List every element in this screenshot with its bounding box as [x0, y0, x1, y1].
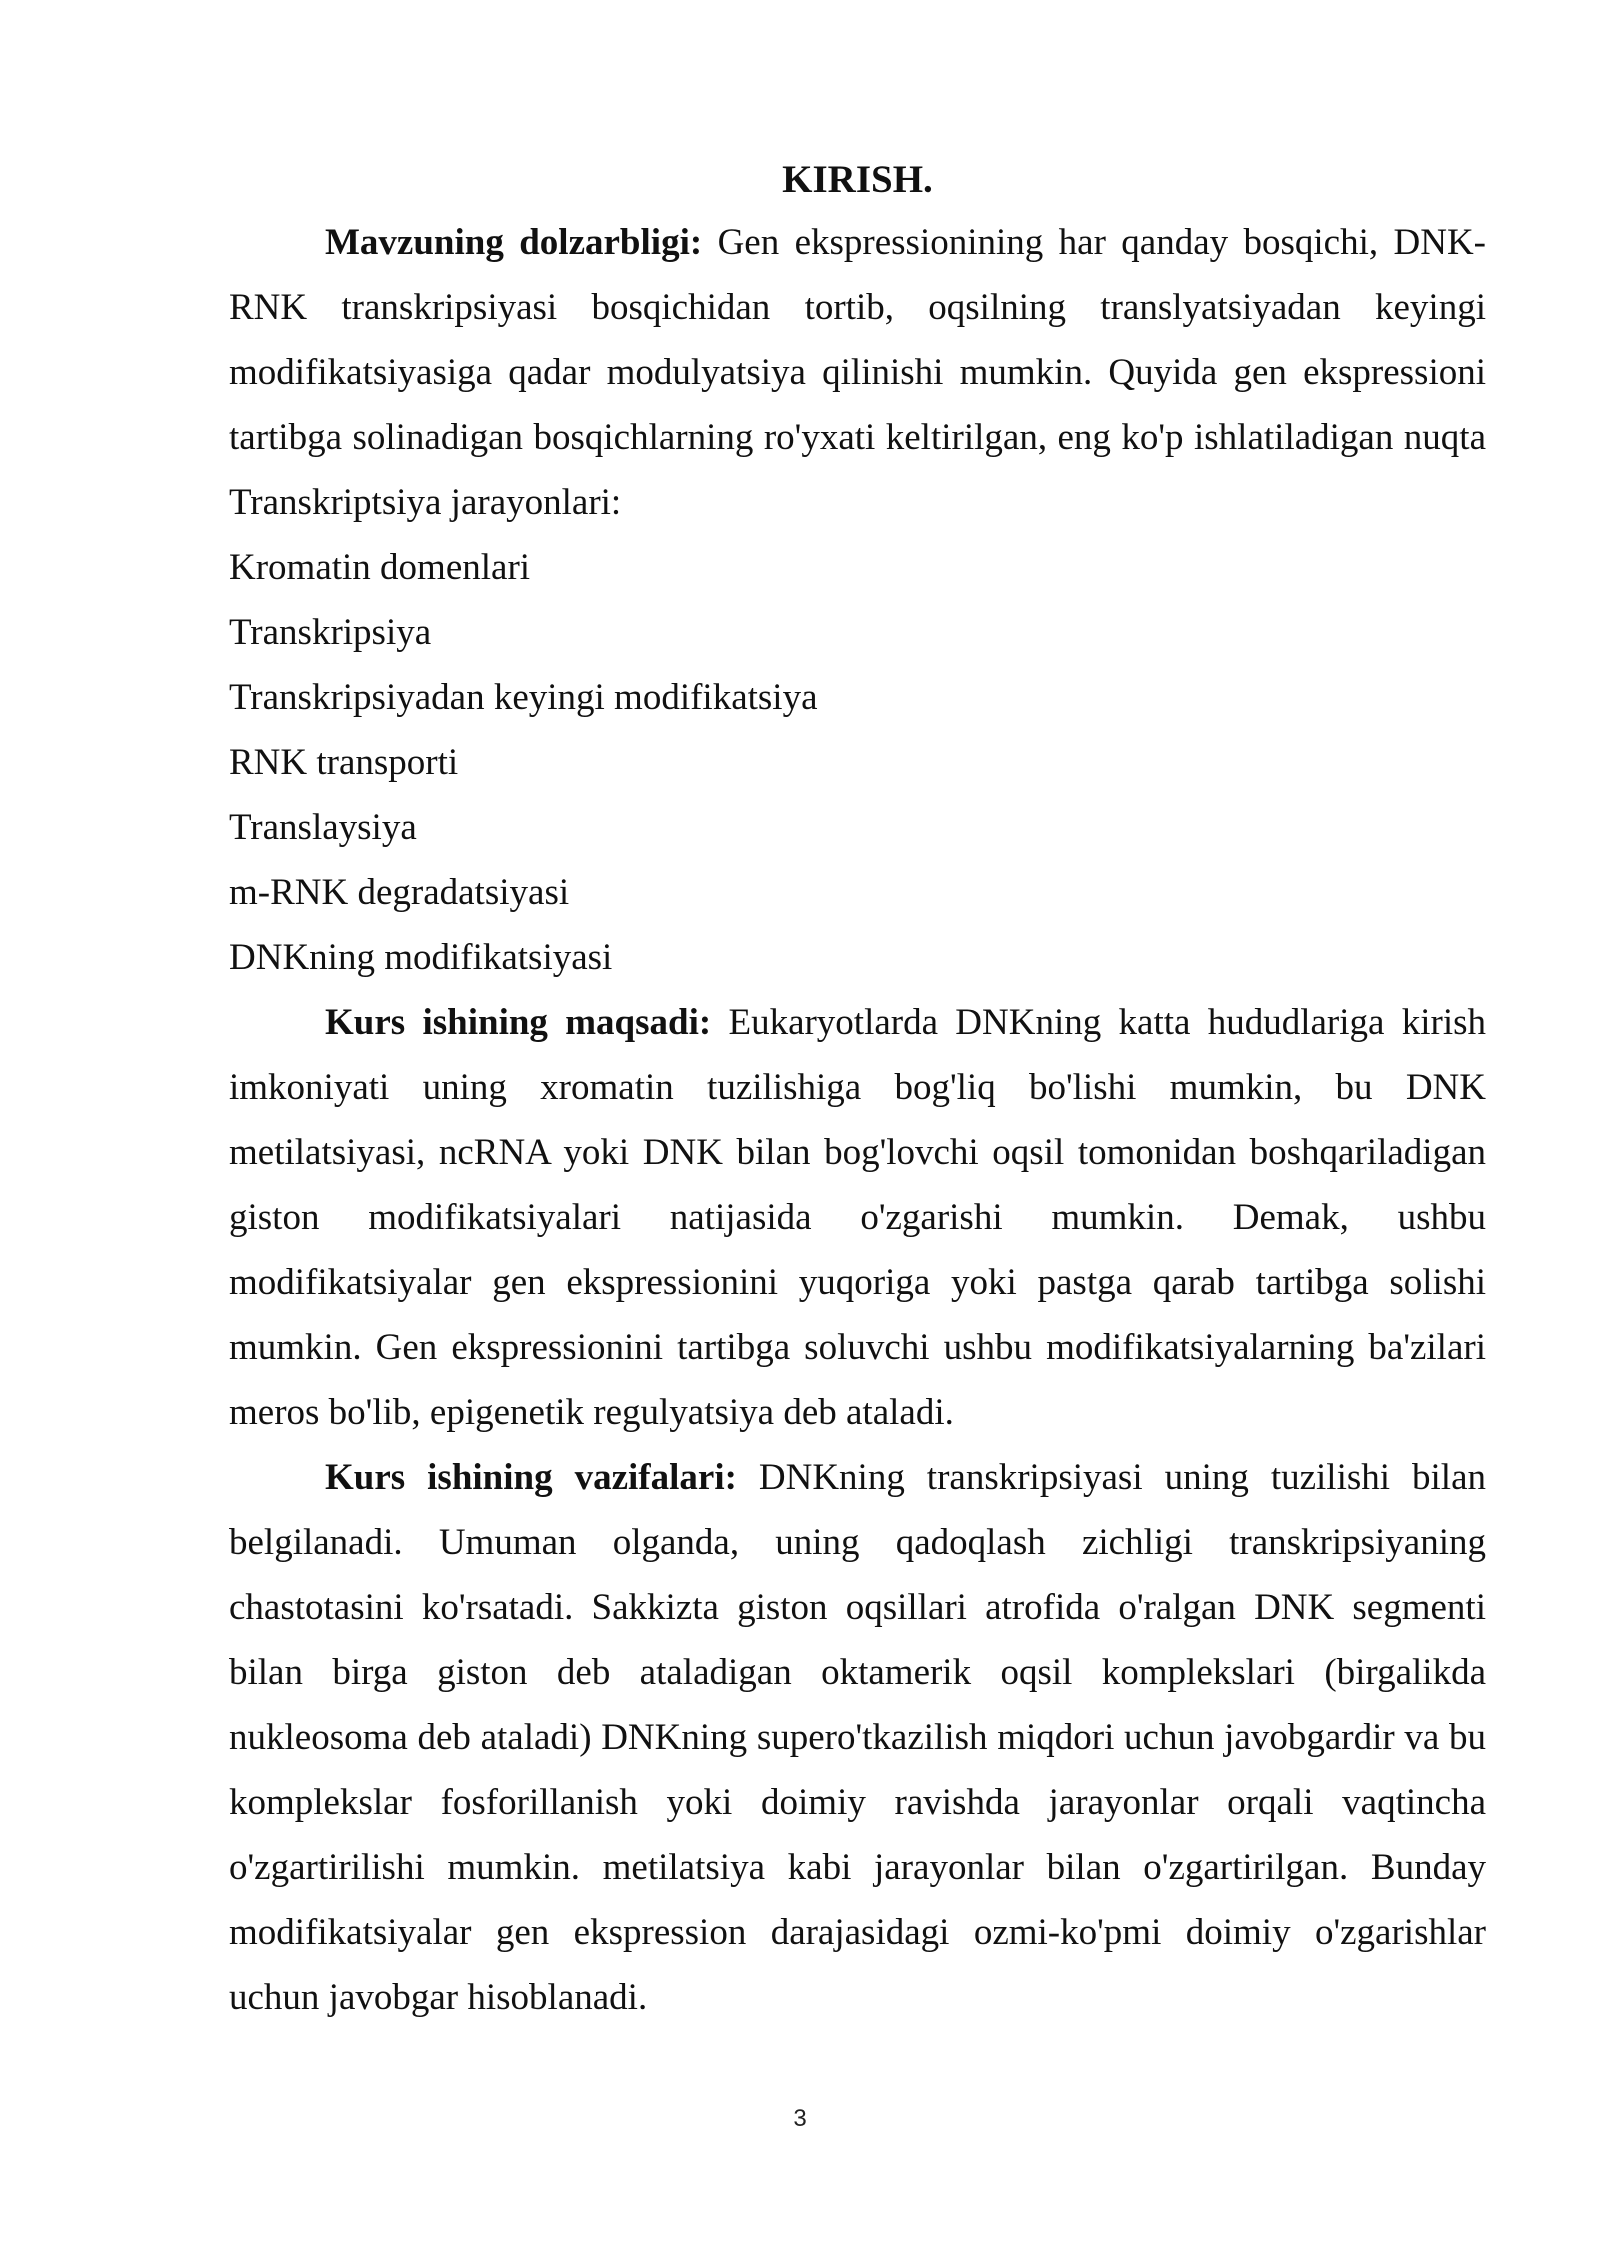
page-number: 3 [793, 2105, 807, 2132]
process-list [229, 535, 1486, 990]
page-title: KIRISH. [782, 158, 933, 201]
list-item: RNK transporti [229, 742, 459, 783]
paragraph-relevance [229, 210, 1486, 535]
paragraph-tasks-heading: Kurs ishining vazifalari: [325, 1457, 737, 1498]
paragraph-goal-text: Eukaryotlarda DNKning katta hududlariga kirish imkoniyati uning xromatin tuzilishiga bog'liq bo'lishi mumkin, bu DNK metilatsiyasi, ncRNA yoki DNK bilan bog'lovchi oqsil tomonidan boshqariladigan giston modifikatsiyalari natijasida o'zgarishi mumkin. Demak, ushbu modifikatsiyalar gen ekspressionini yuqoriga yoki pastga qarab tartibga solishi mumkin. Gen ekspressionini tartibga soluvchi ushbu modifikatsiyalarning ba'zilari meros bo'lib, epigenetik regulyatsiya deb ataladi. [229, 1002, 1486, 1433]
paragraph-relevance-heading: Mavzuning dolzarbligi: [325, 222, 703, 263]
list-item: Transkripsiya [229, 612, 432, 653]
paragraph-relevance-text: Gen ekspressionining har qanday bosqichi, DNK-RNK transkripsiyasi bosqichidan tortib, oqsilning translyatsiyadan keyingi modifikatsiyasiga qadar modulyatsiya qilinishi mumkin. Quyida gen ekspressioni tartibga solinadigan bosqichlarning ro'yxati keltirilgan, eng ko'p ishlatiladigan nuqta Transkriptsiya jarayonlari: [229, 222, 1486, 523]
paragraph-goal [229, 990, 1486, 1445]
list-item: Translaysiya [229, 807, 417, 848]
paragraph-tasks [229, 1445, 1486, 2030]
page-content [229, 150, 1486, 2030]
list-item: Kromatin domenlari [229, 547, 531, 588]
list-item: m-RNK degradatsiyasi [229, 872, 570, 913]
paragraph-goal-heading: Kurs ishining maqsadi: [325, 1002, 712, 1043]
list-item: DNKning modifikatsiyasi [229, 937, 613, 978]
paragraph-tasks-text: DNKning transkripsiyasi uning tuzilishi bilan belgilanadi. Umuman olganda, uning qadoqlash zichligi transkripsiyaning chastotasini ko'rsatadi. Sakkizta giston oqsillari atrofida o'ralgan DNK segmenti bilan birga giston deb ataladigan oktamerik oqsil komplekslari (birgalikda nukleosoma deb ataladi) DNKning supero'tkazilish miqdori uchun javobgardir va bu komplekslar fosforillanish yoki doimiy ravishda jarayonlar orqali vaqtincha o'zgartirilishi mumkin. metilatsiya kabi jarayonlar bilan o'zgartirilgan. Bunday modifikatsiyalar gen ekspression darajasidagi ozmi-ko'pmi doimiy o'zgarishlar uchun javobgar hisoblanadi. [229, 1457, 1486, 2018]
list-item: Transkripsiyadan keyingi modifikatsiya [229, 677, 818, 718]
